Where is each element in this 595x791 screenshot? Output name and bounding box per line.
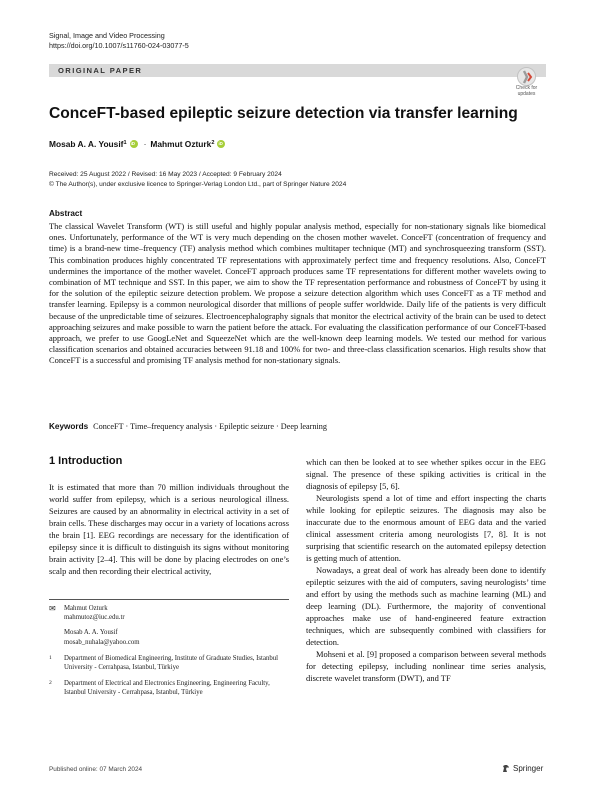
section-heading: 1 Introduction: [49, 455, 123, 467]
keywords-text: ConceFT · Time–frequency analysis · Epileptic seizure · Deep learning: [93, 422, 327, 431]
body-paragraph: Nowadays, a great deal of work has already been done to identify epileptic seizures with the aid of computers, saving neurologists’ time and effort by using the methods such as machine learning (ML) and deep learning (DL). Furthermore, the majority of conventional approaches make use of hand-engineered feature extraction techniques, which are subsequently combined with classifiers for detection.: [306, 565, 546, 647]
affiliation-number: 2: [49, 680, 52, 687]
published-date: Published online: 07 March 2024: [49, 766, 143, 773]
history-dates: Received: 25 August 2022 / Revised: 16 May 2023 / Accepted: 9 February 2024: [49, 171, 282, 178]
body-paragraph: Neurologists spend a lot of time and effort inspecting the charts while looking for epileptic seizures. The diagnosis may also be inaccurate due to the enormous amount of EEG data and the varied clinical assessment criteria among neurologists [7, 8]. It is not surprising that scientific research on the automated epilepsy detection is getting much of attention.: [306, 493, 546, 563]
contact-email[interactable]: mosab_nuhala@yahoo.com: [64, 638, 140, 646]
author-name[interactable]: Mosab A. A. Yousif: [49, 139, 124, 149]
article-history: [49, 170, 346, 190]
copyright-line: © The Author(s), under exclusive licence to Springer-Verlag London Ltd., part of Springer Nature 2024: [49, 181, 347, 188]
keywords-heading: Keywords: [49, 422, 89, 431]
corresponding-author: [49, 604, 289, 647]
article-title: ConceFT-based epileptic seizure detection via transfer learning: [49, 105, 518, 122]
check-for-updates-label: Check for updates: [515, 85, 538, 97]
body-paragraph: Mohseni et al. [9] proposed a comparison between several methods for detecting epilepsy, including nonlinear time series analysis, discrete wavelet transform (DWT), and TF: [306, 649, 546, 683]
affiliation-text: Department of Electrical and Electronics Engineering, Engineering Faculty, Istanbul University - Cerrahpasa, Istanbul, Türkiye: [64, 680, 270, 697]
springer-horse-icon: [502, 764, 510, 773]
envelope-icon: ✉: [49, 604, 56, 613]
affiliation: [49, 654, 289, 672]
affiliation-number: 1: [49, 654, 52, 661]
doi-link[interactable]: https://doi.org/10.1007/s11760-024-03077-5: [49, 41, 189, 50]
contact-name: Mosab A. A. Yousif: [64, 629, 118, 637]
journal-name: Signal, Image and Video Processing: [49, 31, 165, 40]
publisher-name: Springer: [513, 764, 544, 773]
body-paragraph: It is estimated that more than 70 million individuals throughout the world suffer from epilepsy, which is a serious neurological illness. Seizures are caused by an abnormality in electrical activity in a set of brain cells. These discharges may occur in a variety of locations across the brain [1]. EEG recordings are necessary for the identification of epilepsy since it is difficult to distinguish its signs without monitoring brain activity [2–4]. This will be done by placing electrodes on one’s scalp and then recording their electrical activity,: [49, 482, 289, 576]
publisher-logo: [502, 764, 543, 773]
contact-email[interactable]: mahmutoz@iuc.edu.tr: [64, 614, 125, 622]
journal-header: [49, 31, 189, 51]
article-type-bar: [49, 64, 546, 77]
check-for-updates-icon: [517, 67, 536, 86]
orcid-icon[interactable]: [217, 140, 225, 148]
author-affiliation-ref: 1: [123, 140, 127, 146]
footnotes: [49, 599, 289, 698]
author-name[interactable]: Mahmut Ozturk: [150, 139, 212, 149]
body-paragraph: which can then be looked at to see whether spikes occur in the EEG signal. The presence of these spiking activities is critical in the diagnosis of epilepsy [5, 6].: [306, 457, 546, 491]
affiliation: [49, 679, 289, 697]
abstract-text: The classical Wavelet Transform (WT) is still useful and highly popular analysis method, especially for non-stationary signals like biomedical ones. Unfortunately, performance of the WT is very much depending on the chosen mother wavelet. ConceFT (concentration of frequency and time) is a brand-new time–frequency (TF) analysis method which combines multitaper technique (MT) and synchrosqueezing transform (SST). This combination produces highly concentrated TF representations with approximately perfect time and frequency resolutions. Also, ConceFT undermines the importance of the mother wavelet. ConceFT approach produces same TF representations for different mother wavelets owing to combination of MT technique and SST. In this paper, we aim to show the TF representation performance and robustness of ConceFT by using it for the solution of the epileptic seizure detection problem. We propose a seizure detection algorithm which uses ConceFT as a TF method and transfer learning. Epilepsy is a common neurological disorder that millions of people suffer worldwide. Daily life of the patients is very difficult because of the unpredictable time of seizures. Electroencephalography signals that monitor the electrical activity of the brain can be used to detect approaching seizures and make possible to warn the patient before the attack. For evaluating the classification performance of our ConceFT-based approach, we prefer to use GoogLeNet and SqueezeNet which are the well-known deep learning models. We tested our method for various classification scenarios and obtained accuracies between 91.18 and 100% for two- and three-class classification scenarios. High results show that ConceFT is a successful and promising TF analysis method for non-stationary signals.: [49, 221, 546, 366]
keywords-line: [49, 422, 327, 431]
contact-name: Mahmut Ozturk: [64, 605, 108, 612]
author-affiliation-ref: 2: [211, 140, 215, 146]
author-separator: ·: [143, 139, 147, 149]
article-type: ORIGINAL PAPER: [58, 66, 143, 75]
author-list: [49, 139, 227, 149]
affiliation-text: Department of Biomedical Engineering, Institute of Graduate Studies, Istanbul University - Cerrahpasa, Istanbul, Türkiye: [64, 654, 279, 672]
right-column: [306, 456, 546, 684]
left-column: [49, 455, 289, 577]
abstract-heading: Abstract: [49, 209, 83, 218]
orcid-icon[interactable]: [130, 140, 138, 148]
check-for-updates-badge[interactable]: [512, 67, 541, 96]
